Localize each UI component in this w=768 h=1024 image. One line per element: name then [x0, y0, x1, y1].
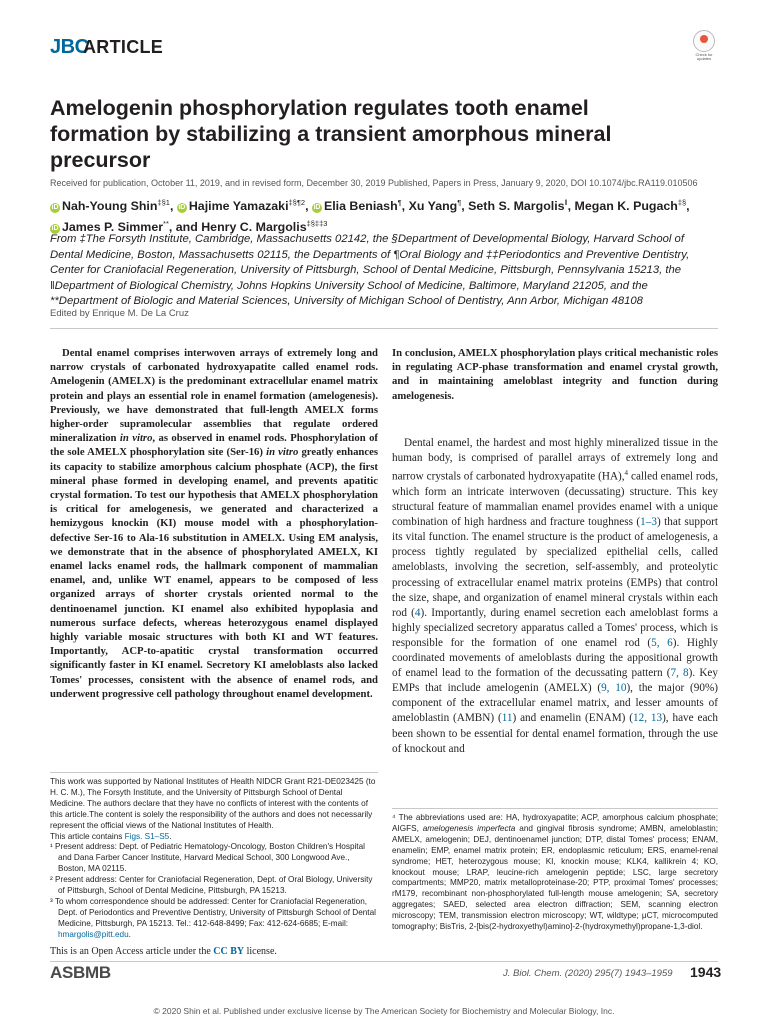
license-link[interactable]: CC BY — [213, 946, 245, 957]
reference-link[interactable]: 4 — [414, 606, 421, 619]
check-for-updates-button[interactable] — [690, 30, 718, 60]
reference-link[interactable]: 9, 10 — [601, 682, 627, 695]
reference-link[interactable]: 5, 6 — [651, 636, 673, 649]
intro-text: ), have each been shown to be essential for dental enamel formation, through the use of knockout and — [392, 712, 718, 755]
footnote-3 — [50, 897, 378, 941]
author-name[interactable]: Megan K. Pugach — [574, 199, 678, 213]
intro-text: ). Importantly, during enamel secretion each ameloblast forms a highly specialized secretory apparatus called a Tomes' process, which is responsible for the formation of one enamel rod ( — [392, 606, 719, 649]
abstract — [50, 346, 378, 701]
note-text: ⁴ The abbreviations used are: HA, hydroxyapatite; ACP, amorphous calcium phosphate; AIGFS, — [392, 813, 718, 833]
author-affiliation-marks: ‡§¶2 — [288, 198, 306, 207]
check-updates-icon — [693, 30, 715, 52]
reference-link[interactable]: 11 — [501, 712, 513, 725]
asbmb-logo: ASBMB — [50, 963, 111, 982]
note-text: This article contains — [50, 831, 125, 841]
supplementary-link[interactable]: Figs. S1–S5 — [124, 831, 170, 841]
orcid-icon[interactable]: iD — [178, 204, 186, 211]
footnote-marker[interactable]: 4 — [624, 469, 629, 478]
intro-text: called enamel rods, which form an intricate interwoven (decussating) structure. This key structural feature of mammalian enamel provides enamel with a unique combination of high hardness and fracture toughness ( — [392, 470, 718, 529]
author-affiliation-marks: ‡§‡‡3 — [306, 219, 328, 228]
funding-text: This work was supported by National Institutes of Health NIDCR Grant R21-DE023425 (to H. C. M.), The Forsyth Institute, and the University of Pittsburgh School of Dental Medicine. The authors declare that they have no conflicts of interest with the contents of this article.The content is solely the responsibility of the authors and does not necessarily represent the official views of the National Institutes of Health. — [50, 777, 376, 830]
author-affiliation-marks: ‡§1 — [157, 198, 170, 207]
paper-title: Amelogenin phosphorylation regulates tooth enamel formation by stabilizing a transient amorphous mineral precursor — [50, 96, 612, 172]
abstract-text: Dental enamel comprises interwoven arrays of extremely long and narrow crystals of carbonated hydroxyapatite called enamel rods. Amelogenin (AMELX) is the predominant extracellular enamel matrix protein and plays an essential role in enamel formation (amelogenesis). Previously, we have demonstrated that full-length AMELX forms higher-order supramolecular assemblies that regulate ordered mineralization — [50, 347, 378, 445]
check-updates-label: Check for updates — [695, 52, 713, 61]
affiliations: From ‡The Forsyth Institute, Cambridge, Massachusetts 02142, the §Department of Developmental Biology, Harvard School of Dental Medicine, Boston, Massachusetts 02115, the Departments of ¶Oral Biology and ‡‡Periodontics and Preventive Dentistry, Center for Craniofacial Regeneration, University of Pittsburgh, School of Dental Medicine, Pittsburgh, Pennsylvania 15213, the ‖Department of Biological Chemistry, Johns Hopkins University School of Medicine, Baltimore, Maryland 21205, and the **Department of Biologic and Material Sciences, University of Michigan School of Dentistry, Ann Arbor, Michigan 48108 — [50, 233, 690, 307]
intro-text: ) and enamelin (ENAM) ( — [512, 712, 634, 725]
citation-text: J. Biol. Chem. (2020) 295(7) 1943–1959 — [503, 968, 673, 979]
editor-line: Edited by Enrique M. De La Cruz — [50, 308, 189, 319]
footnote-1: ¹ Present address: Dept. of Pediatric Hematology-Oncology, Boston Children's Hospital and Dana Farber Cancer Institute, Harvard Medical School, 300 Longwood Ave., Boston, MA 02115. — [50, 842, 365, 874]
abstract-continuation: In conclusion, AMELX phosphorylation plays critical mechanistic roles in regulating ACP-phase transformation and enamel crystal growth, and in maintaining ameloblast integrity and function during amelogenesis. — [392, 347, 718, 402]
author-name[interactable]: Elia Beniash — [323, 199, 398, 213]
footnotes-left — [50, 777, 378, 941]
open-access-text: license. — [244, 946, 277, 957]
note-text: . — [169, 831, 172, 841]
page-number: 1943 — [690, 964, 722, 980]
publication-history: Received for publication, October 11, 2019, and in revised form, December 30, 2019 Published, Papers in Press, January 9, 2020, DOI 10.1074/jbc.RA119.010506 — [50, 178, 698, 188]
supplementary-note — [50, 832, 378, 843]
author-list: iD Nah-Young Shin$^{\ddagger\S 1}$, iD Hajime Yamazaki$^{\ddagger\S\P 2}$, iD Elia Beniash¶, Xu Yang¶, Seth S. Margolis‖, Megan K. Pugach‡§, iD James P. Simmer**, and Henry C. Margolis$^{\ddagger\S\ddagger\ddagger 3}$ — [51, 198, 690, 234]
orcid-icon[interactable]: iD — [313, 204, 321, 211]
reference-link[interactable]: 12, 13 — [633, 712, 663, 725]
abstract-italic: in vitro — [266, 446, 299, 459]
footnote-divider — [392, 808, 718, 809]
author-affiliation-marks: ‖ — [564, 198, 568, 207]
intro-text: ) that support its vital function. The enamel structure is the product of amelogenesis, a process tightly regulated by specialized epithelial cells, called ameloblasts, involving the secretion, self-assembly, and proteolytic processing of extracellular enamel matrix proteins (EMPs) that control the size, shape, and organization of enamel mineral crystals within each rod ( — [392, 516, 718, 619]
footnote-divider — [50, 772, 378, 773]
abstract-italic: in vitro — [119, 432, 153, 445]
author-name[interactable]: James P. Simmer — [62, 220, 164, 234]
intro-text: ). Highly coordinated movements of ameloblasts during the appositional growth of enamel lead to the formation of the decussating pattern ( — [392, 636, 719, 680]
funding-note — [50, 777, 378, 832]
introduction-paragraph — [392, 436, 718, 757]
author-name[interactable]: Xu Yang — [408, 199, 458, 213]
author-affiliation-marks: ¶ — [397, 198, 402, 207]
author-affiliation-marks: ¶ — [457, 198, 462, 207]
orcid-icon[interactable]: iD — [51, 225, 59, 232]
email-link[interactable]: hmargolis@pitt.edu — [58, 929, 129, 939]
note-italic: amelogenesis imperfecta — [422, 823, 516, 833]
divider — [50, 328, 718, 329]
note-text: ³ To whom correspondence should be addressed: Center for Craniofacial Regeneration, Dept. of Periodontics and Preventive Dentistry, University of Pittsburgh School of Dental Medicine, Pittsburgh, PA 15213. Tel.: 412-648-8499; Fax: 412-624-6685; E-mail: — [50, 896, 376, 928]
author-name[interactable]: Henry C. Margolis — [201, 220, 307, 234]
jbc-logo: JBC — [50, 36, 89, 58]
orcid-icon[interactable]: iD — [51, 204, 59, 211]
abstract-text: greatly enhances its capacity to stabilize amorphous calcium phosphate (ACP), the first mineral phase formed in developing enamel, and prevents apatitic crystal formation. To test our hypothesis that AMELX phosphorylation is critical for amelogenesis, we generated and characterized a hemizygous knockin (KI) mouse model with a phosphorylation-defective Ser-16 to Ala-16 substitution in AMELX. Using EM analysis, we demonstrate that in the absence of phosphorylated AMELX, KI enamel lacks enamel rods, the hallmark component of mammalian enamel, and, unlike WT enamel, appears to be composed of less organized arrays of shorter crystals oriented normal to the dentinoenamel junction. KI enamel also exhibited hypoplasia and numerous surface defects, whereas heterozygous enamel displayed highly variable mosaic structures with both KI and WT features. Importantly, ACP-to-apatitic crystal transformation occurred significantly faster in KI enamel. Secretory KI ameloblasts also lacked Tomes' processes, consistent with the absence of enamel rods, and underwent progressive cell pathology throughout enamel development. — [50, 446, 379, 700]
author-name[interactable]: Hajime Yamazaki — [188, 199, 289, 213]
copyright-line: © 2020 Shin et al. Published under exclusive license by The American Society for Biochemistry and Molecular Biology, Inc. — [153, 1006, 615, 1016]
intro-text: ). Key EMPs that include amelogenin (AMELX) ( — [392, 667, 718, 695]
journal-citation — [503, 968, 673, 979]
article-label: ARTICLE — [83, 37, 164, 57]
open-access-note — [50, 946, 277, 957]
reference-link[interactable]: 1–3 — [640, 516, 657, 529]
author-affiliation-marks: ‡§ — [677, 198, 687, 207]
divider — [50, 961, 718, 962]
author-name[interactable]: Seth S. Margolis — [468, 199, 565, 213]
footnote-2: ² Present address: Center for Craniofacial Regeneration, Dept. of Oral Biology, University of Pittsburgh, School of Dental Medicine, Pittsburgh, PA 15213. — [50, 875, 373, 896]
abbreviations-footnote — [392, 813, 718, 933]
open-access-text: This is an Open Access article under the — [50, 946, 214, 957]
author-affiliation-marks: ** — [163, 219, 169, 228]
author-name[interactable]: Nah-Young Shin — [62, 199, 158, 213]
reference-link[interactable]: 7, 8 — [670, 667, 689, 680]
intro-text: ), the major (90%) component of the extracellular enamel matrix, and lesser amounts of ameloblastin (AMBN) ( — [392, 682, 719, 725]
note-text: . — [128, 929, 131, 939]
abstract-text: , as observed in enamel rods. Phosphorylation of the sole AMELX phosphorylation site (Ser-16) — [50, 432, 378, 459]
intro-text: Dental enamel, the hardest and most highly mineralized tissue in the human body, is comprised of parallel arrays of extremely long and narrow crystals of carbonated hydroxyapatite (HA), — [392, 437, 718, 483]
note-text: and gingival fibrosis syndrome; AMBN, ameloblastin; AMELX, amelogenin; DEJ, dentinoenamel junction; DTP, distal Tomes' process; ENAM, enamelin; EMP, enamel matrix protein; ER, endoplasmic reticulum; ERS, enamel-renal syndrome; HET, heterozygous mouse; KI, knockin mouse; KLK4, kallikrein 4; KO, knockout mouse; LRAP, leucine-rich amelogenin peptide; LSC, large secretory compartments; MMP20, matrix metalloproteinase-20; PTP, proximal Tomes' processes; rM179, recombinant non-phosphorylated full-length mouse amelogenin; SA, secretory aggregates; SAED, selected area electron diffraction; SEM, scanning electron microscopy; TEM, transmission electron microscopy; WT, wildtype; μCT, microcomputed tomography; BisTris, 2-[bis(2-hydroxyethyl)amino]-2-(hydroxymethyl)propane-1,3-diol. — [392, 823, 718, 932]
